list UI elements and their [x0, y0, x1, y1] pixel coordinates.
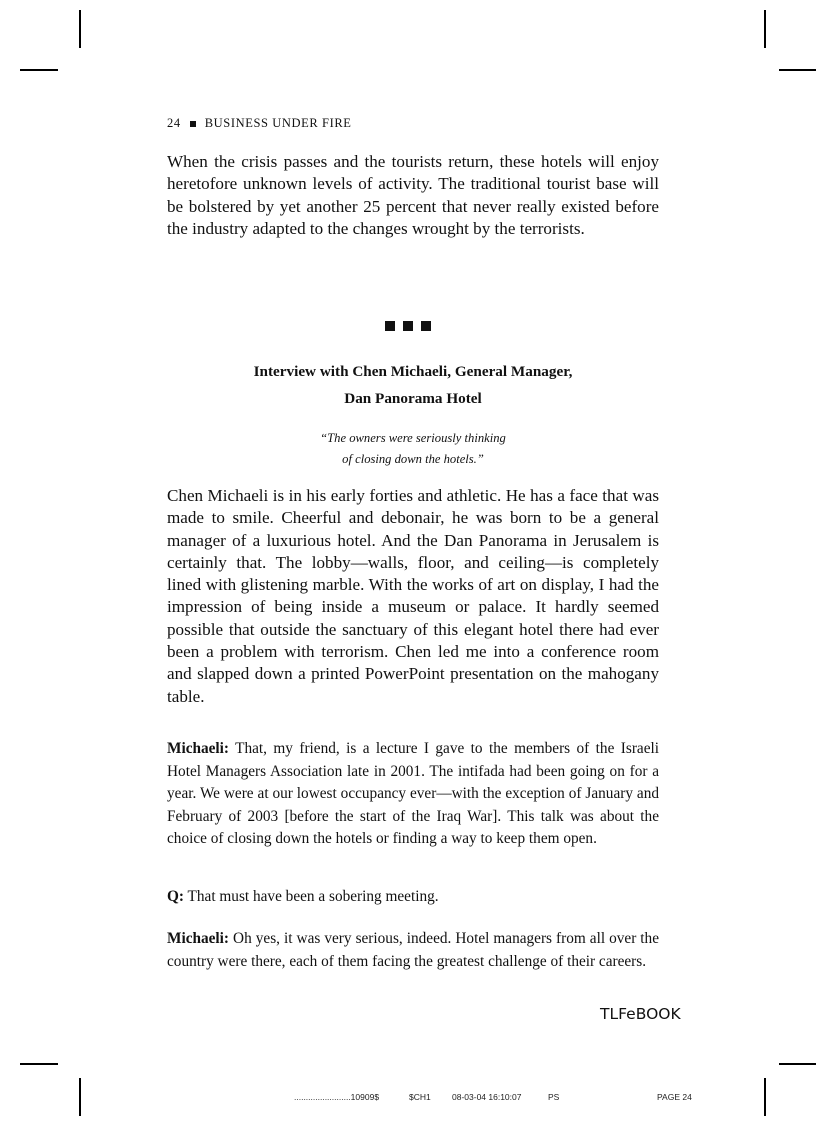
crop-mark-bottom-left: [79, 1078, 81, 1116]
dialogue-entry: [167, 738, 659, 851]
epigraph-line-2: of closing down the hotels.”: [342, 452, 484, 466]
crop-mark-top-right: [764, 10, 766, 48]
crop-mark-top-left: [79, 10, 81, 48]
slug-datetime: 08-03-04 16:10:07: [452, 1092, 522, 1102]
description-paragraph: Chen Michaeli is in his early forties and athletic. He has a face that was made to smile. Cheerful and debonair, he was born to be a general manager of a luxurious hotel. And the Dan Panorama in Jerusalem is certainly that. The lobby—walls, floor, and ceiling—is completely lined with glistening marble. With the works of art on display, I had the impression of being inside a museum or palace. It hardly seemed possible that outside the sanctuary of this elegant hotel there had ever been a problem with terrorism. Chen led me into a conference room and slapped down a printed PowerPoint presentation on the mahogany table.: [167, 486, 659, 706]
crop-mark-right-bottom: [779, 1063, 816, 1065]
dialogue-text: Oh yes, it was very serious, indeed. Hotel managers from all over the country were there, each of them facing the greatest challenge of their careers.: [167, 930, 659, 970]
speaker-label: Q:: [167, 888, 184, 905]
speaker-label: Michaeli:: [167, 740, 230, 757]
slug-job: ........................10909$: [294, 1092, 380, 1102]
crop-mark-bottom-right: [764, 1078, 766, 1116]
square-bullet-icon: [190, 121, 196, 127]
dialogue-text: That, my friend, is a lecture I gave to the members of the Israeli Hotel Managers Association late in 2001. The intifada had been going on for a year. We were at our lowest occupancy ever—with the exception of January and February of 2003 [before the start of the Iraq War]. This talk was about the choice of closing down the hotels or finding a way to keep them open.: [167, 740, 659, 847]
interview-title-line-2: Dan Panorama Hotel: [344, 390, 482, 407]
slug-section: $CH1: [409, 1092, 431, 1102]
running-head: [167, 116, 352, 131]
speaker-label: Michaeli:: [167, 930, 230, 947]
square-bullet-icon: [421, 321, 431, 331]
intro-paragraph: When the crisis passes and the tourists return, these hotels will enjoy heretofore unknown levels of activity. The traditional tourist base will be bolstered by yet another 25 percent that never really existed before the industry adapted to the changes wrought by the terrorists.: [167, 152, 659, 238]
crop-mark-left-top: [20, 69, 58, 71]
slug-code: PS: [548, 1092, 560, 1102]
dialogue-text: That must have been a sobering meeting.: [184, 888, 439, 905]
dialogue-entry: [167, 928, 659, 973]
square-bullet-icon: [403, 321, 413, 331]
crop-mark-right-top: [779, 69, 816, 71]
interview-title-line-1: Interview with Chen Michaeli, General Manager,: [253, 363, 573, 380]
book-title: BUSINESS UNDER FIRE: [204, 116, 352, 130]
dialogue-entry: [167, 886, 659, 909]
epigraph-line-1: “The owners were seriously thinking: [320, 431, 506, 445]
section-separator: [0, 318, 816, 330]
square-bullet-icon: [385, 321, 395, 331]
slug-page-label: PAGE 24: [657, 1092, 692, 1102]
watermark: TLFeBOOK: [600, 1005, 681, 1023]
page-number: 24: [167, 116, 181, 130]
crop-mark-left-bottom: [20, 1063, 58, 1065]
